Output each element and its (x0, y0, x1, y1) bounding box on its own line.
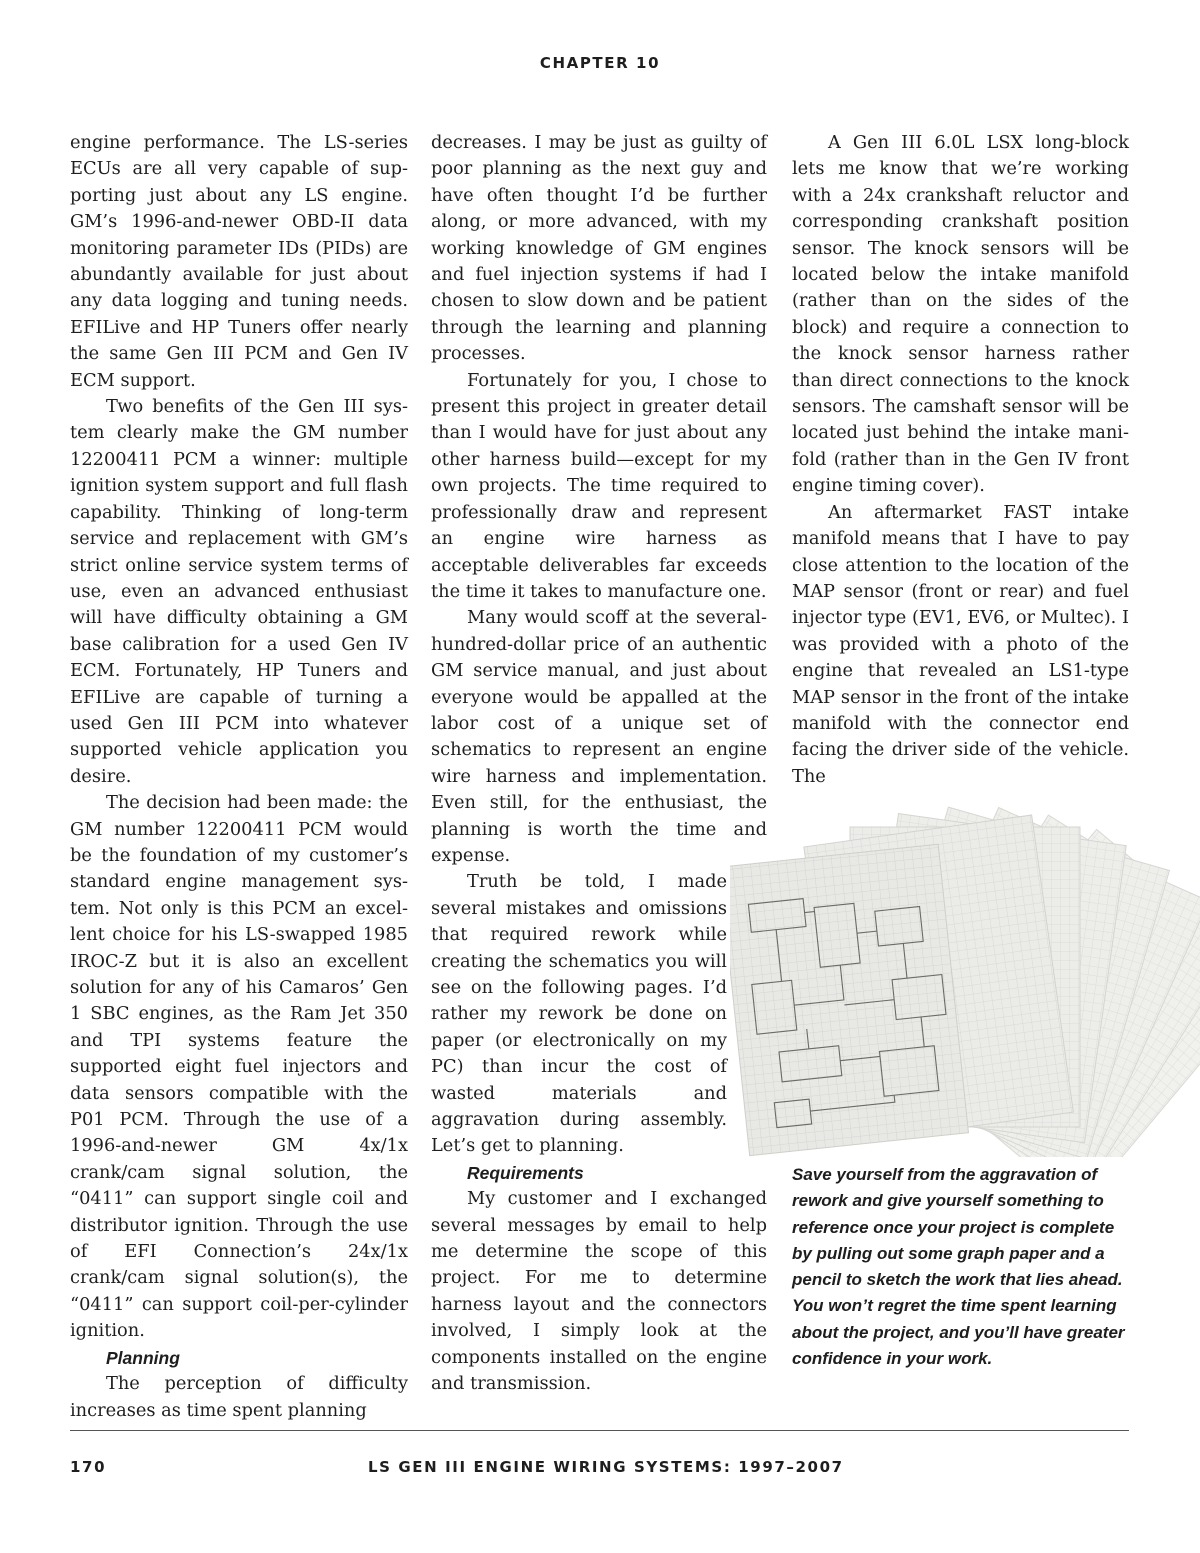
paragraph: A Gen III 6.0L LSX long-block lets me know that we’re working with a 24x crankshaft reluctor and corresponding crankshaft position sensor. The knock sensors will be located below the intake manifold (rather than on the sides of the block) and require a connection to the knock sensor harness rather than direct connections to the knock sensors. The camshaft sensor will be located just behind the intake manifold (rather than in the Gen IV front engine timing cover). (792, 132, 1129, 497)
paragraph: Truth be told, I made several mistakes and omissions that required rework while creating the schematics you will see on the following pages. I’d rather my rework be done on paper (or electronically on my PC) than incur the cost of wasted materials and aggravation during assembly. Let’s get to planning. (431, 871, 727, 1157)
footer-divider (70, 1430, 1129, 1431)
section-subheading-requirements: Requirements (467, 1162, 584, 1183)
paragraph: decreases. I may be just as guilty of poor planning as the next guy and have often thought I’d be further along, or more advanced, with my working knowledge of GM engines and fuel injection systems if had I chosen to slow down and be patient through the learning and planning processes. (431, 132, 767, 365)
running-footer-title: LS GEN III ENGINE WIRING SYSTEMS: 1997–2007 (368, 1458, 844, 1476)
paragraph: My customer and I exchanged several messages by email to help me determine the scope of this project. For me to determine harness layout and the connectors involved, I simply look at the components installed on the engine and transmission. (431, 1188, 767, 1395)
text-column-right (792, 130, 1129, 790)
paragraph: An aftermarket FAST intake manifold means that I have to pay close attention to the location of the MAP sensor (front or rear) and fuel injector type (EV1, EV6, or Multec). I was provided with a photo of the engine that revealed an LS1-type MAP sensor in the front of the intake manifold with the connector end facing the driver side of the vehicle. The (792, 501, 1129, 787)
text-column-middle (431, 130, 767, 1398)
section-subheading-planning: Planning (106, 1347, 180, 1368)
chapter-heading: CHAPTER 10 (539, 54, 661, 72)
paragraph: Many would scoff at the several-hundred-dollar price of an authentic GM service manual, and just about everyone would be appalled at the labor cost of a unique set of schematics to represent an engine wire harness and implementation. Even still, for the enthusiast, the planning is worth the time and expense. (431, 607, 767, 866)
paragraph: Two benefits of the Gen III system clearly make the GM number 12200411 PCM a winner: multiple ignition system support and full flash capability. Thinking of long-term service and replacement with GM’s strict online service system terms of use, even an advanced enthusiast will have difficulty obtaining a GM base calibration for a used Gen IV ECM. Fortunately, HP Tuners and EFILive are capable of turning a used Gen III PCM into whatever supported vehicle application you desire. (70, 396, 408, 787)
text-column-left (70, 130, 408, 1424)
graph-paper-sheets-photo (730, 772, 1200, 1157)
paragraph: Fortunately for you, I chose to present this project in greater detail than I would have for just about any other harness build—except for my own projects. The time required to professionally draw and represent an engine wire harness as acceptable deliverables far exceeds the time it takes to manufacture one. (431, 369, 767, 602)
page-number: 170 (70, 1458, 107, 1476)
paragraph: The perception of difficulty increases as time spent planning (70, 1373, 408, 1421)
paragraph: The decision had been made: the GM number 12200411 PCM would be the foundation of my customer’s standard engine management system. Not only is this PCM an excellent choice for his LS-swapped 1985 IROC-Z but it is also an excellent solution for any of his Camaros’ Gen 1 SBC engines, as the Ram Jet 350 and TPI systems feature the supported eight fuel injectors and data sensors compatible with the P01 PCM. Through the use of a 1996-and-newer GM 4x/1x crank/cam signal solution, the “0411” can support single coil and distributor ignition. Through the use of EFI Connection’s 24x/1x crank/cam signal solution(s), the “0411” can support coil-per-cylinder ignition. (70, 792, 408, 1342)
paragraph: engine performance. The LS-series ECUs are all very capable of supporting just about any LS engine. GM’s 1996-and-newer OBD-II data monitoring parameter IDs (PIDs) are abundantly available for just about any data logging and tuning needs. EFILive and HP Tuners offer nearly the same Gen III PCM and Gen IV ECM support. (70, 132, 408, 391)
graph-paper-sheets-icon (730, 772, 1200, 1157)
figure-caption: Save yourself from the aggravation of rework and give yourself something to reference once your project is complete by pulling out some graph paper and a pencil to sketch the work that lies ahead. You won’t regret the time spent learning about the project, and you’ll have greater confidence in your work. (792, 1165, 1125, 1369)
